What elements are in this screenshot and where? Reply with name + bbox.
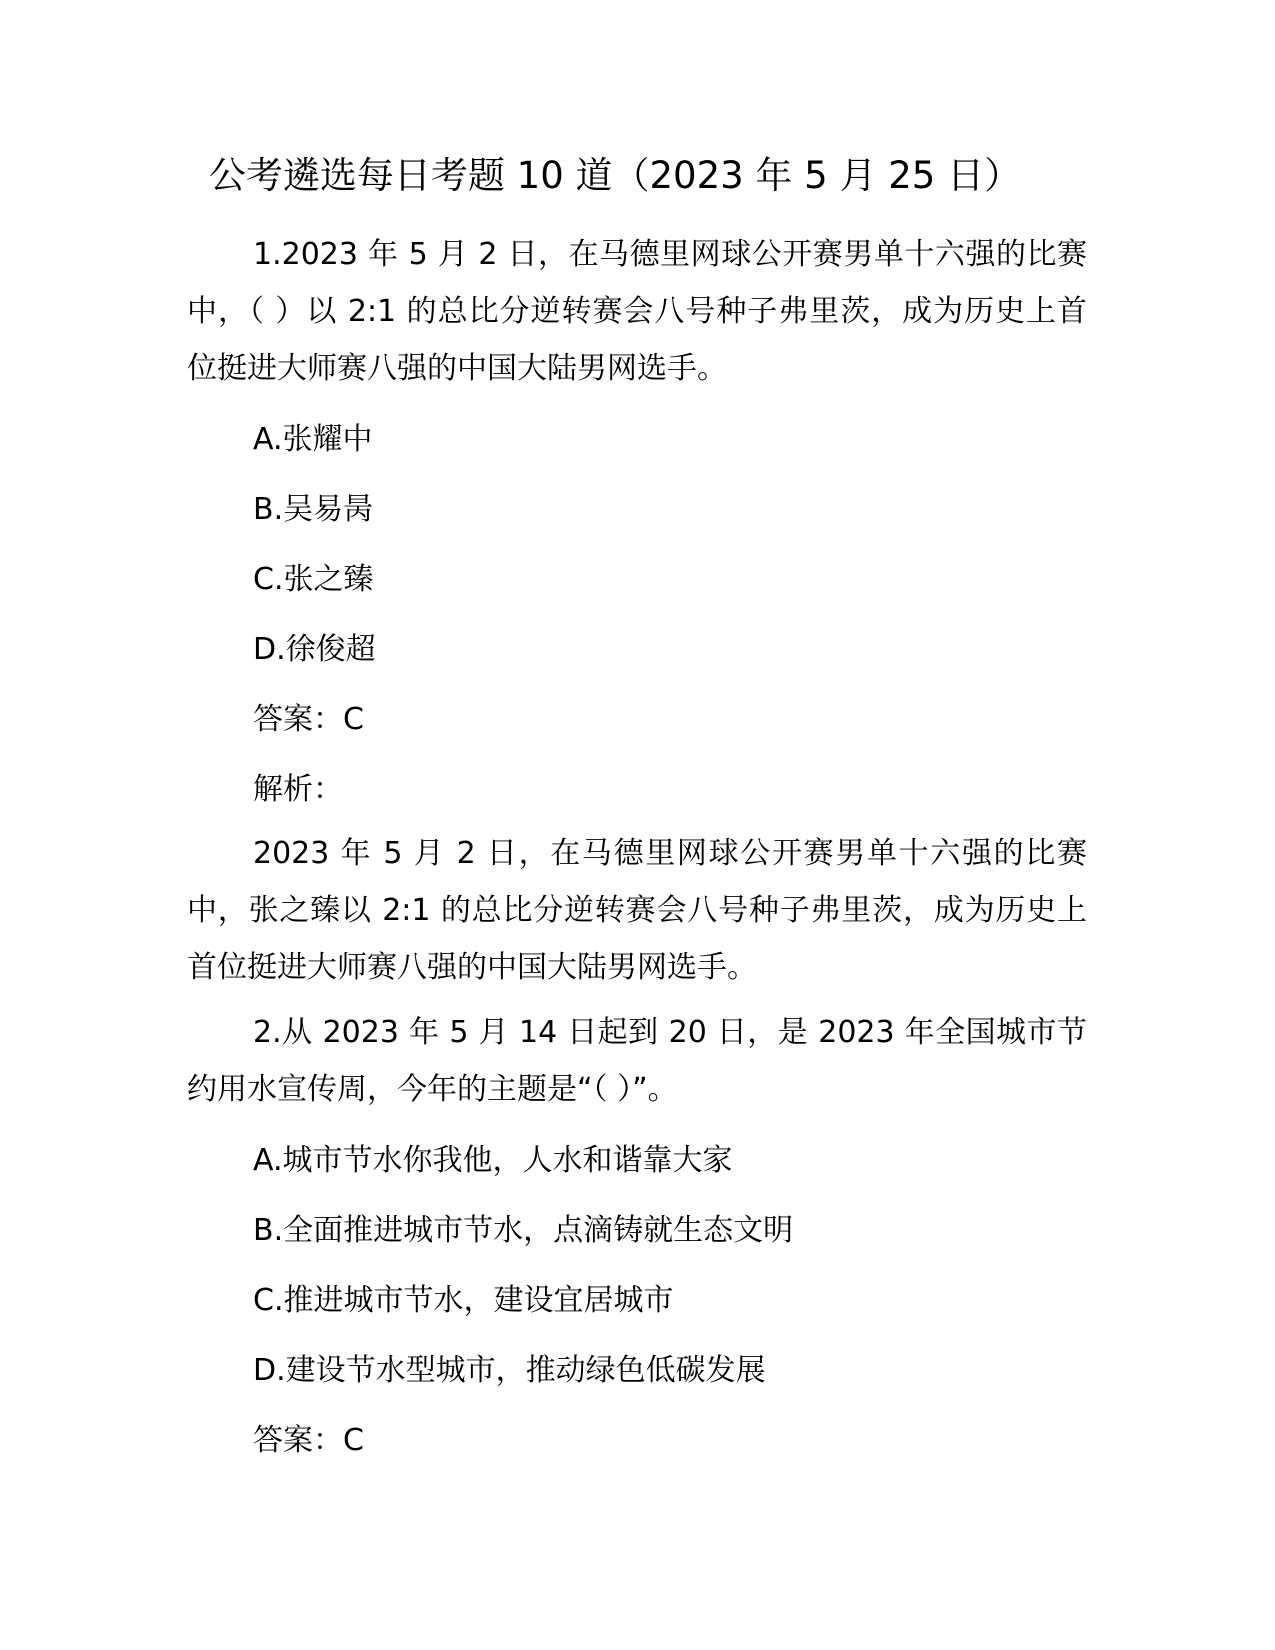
question-1-option-b: B.吴易昺 [253, 492, 374, 527]
document-body [187, 226, 1087, 1476]
question-1-analysis-label: 解析： [253, 772, 343, 807]
question-2-option-a: A.城市节水你我他，人水和谐靠大家 [253, 1143, 733, 1178]
question-2-option-c: C.推进城市节水，建设宜居城市 [253, 1283, 674, 1318]
page-title: 公考遴选每日考题 10 道（2023 年 5 月 25 日） [208, 154, 1022, 197]
question-1-option-c: C.张之臻 [253, 562, 374, 597]
question-1-option-a: A.张耀中 [253, 422, 373, 457]
question-1-answer: 答案：C [253, 702, 364, 737]
question-2-option-d: D.建设节水型城市，推动绿色低碳发展 [253, 1353, 766, 1388]
question-1-option-d: D.徐俊超 [253, 632, 376, 667]
question-2-answer: 答案：C [253, 1423, 364, 1458]
question-1-text: 1.2023 年 5 月 2 日，在马德里网球公开赛男单十六强的比赛中，（ ）以 2:1 的总比分逆转赛会八号种子弗里茨，成为历史上首位挺进大师赛八强的中国大陆男网选手。 [187, 237, 1087, 386]
question-1-analysis: 2023 年 5 月 2 日，在马德里网球公开赛男单十六强的比赛中，张之臻以 2:1 的总比分逆转赛会八号种子弗里茨，成为历史上首位挺进大师赛八强的中国大陆男网选手。 [187, 836, 1087, 985]
question-2-option-b: B.全面推进城市节水，点滴铸就生态文明 [253, 1213, 794, 1248]
question-2-text: 2.从 2023 年 5 月 14 日起到 20 日，是 2023 年全国城市节约用水宣传周，今年的主题是“（ ）”。 [187, 1015, 1087, 1107]
